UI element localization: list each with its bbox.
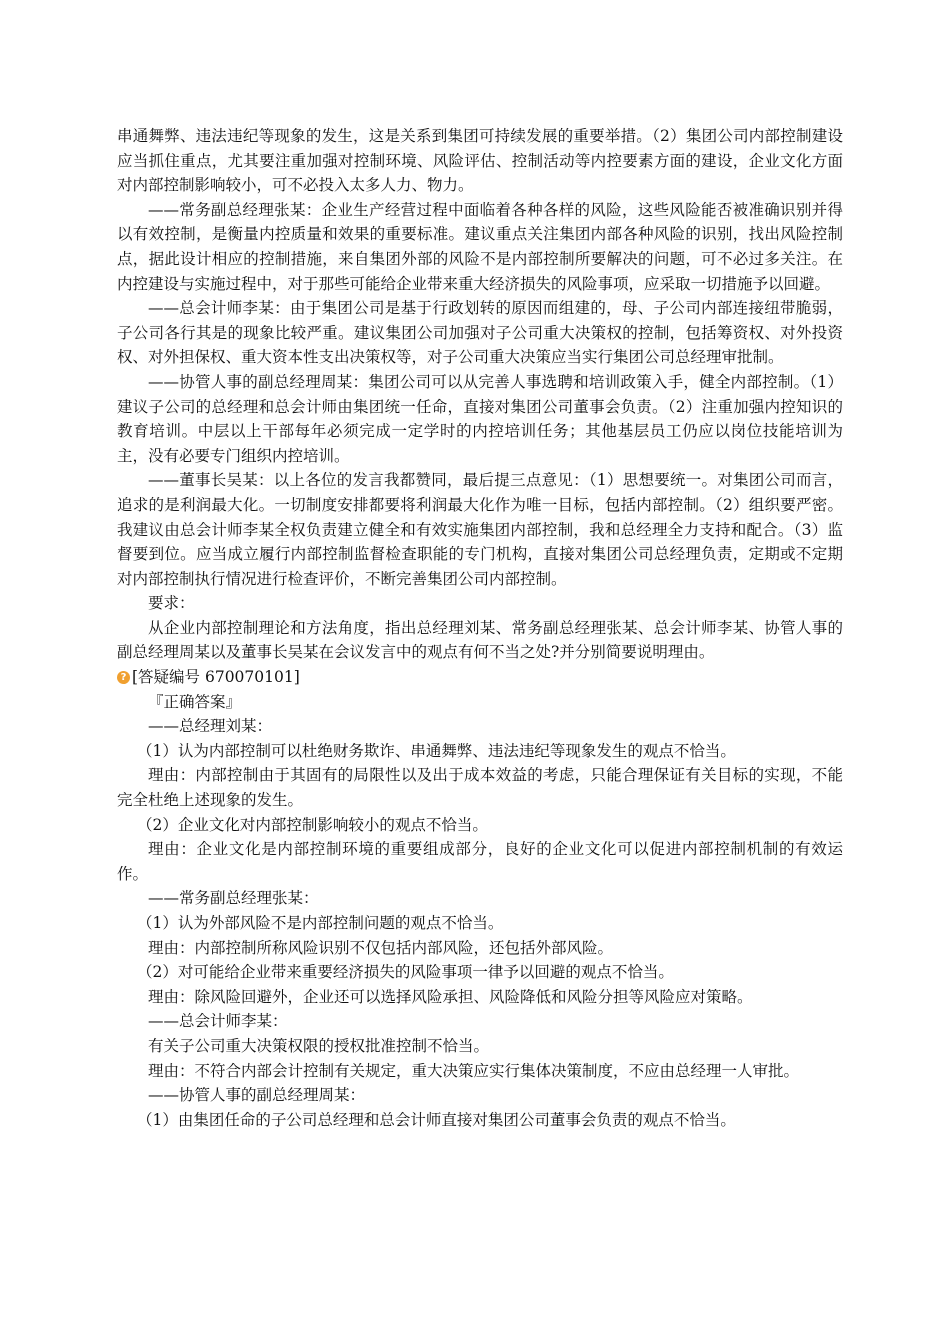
answer-reason: 理由：内部控制由于其固有的局限性以及出于成本效益的考虑，只能合理保证有关目标的实现，不能完全杜绝上述现象的发生。 [117,766,843,810]
answer-section-zhou: ——协管人事的副总经理周某： [148,1086,366,1105]
document-body [117,124,843,1132]
answer-point: 有关子公司重大决策权限的授权批准控制不恰当。 [148,1036,490,1055]
paragraph-liu-continued: 串通舞弊、违法违纪等现象的发生，这是关系到集团可持续发展的重要举措。（2）集团公司内部控制建设应当抓住重点，尤其要注重加强对控制环境、风险评估、控制活动等内控要素方面的建设，企业文化方面对内部控制影响较小，可不必投入太多人力、物力。 [117,127,843,195]
answer-point: （2）企业文化对内部控制影响较小的观点不恰当。 [137,815,488,834]
paragraph-wu: ——董事长吴某：以上各位的发言我都赞同，最后提三点意见：（1）思想要统一。对集团公司而言，追求的是利润最大化。一切制度安排都要将利润最大化作为唯一目标，包括内部控制。（2）组织要严密。我建议由总会计师李某全权负责建立健全和有效实施集团内部控制，我和总经理全力支持和配合。（3）监督要到位。应当成立履行内部控制监督检查职能的专门机构，直接对集团公司总经理负责，定期或不定期对内部控制执行情况进行检查评价，不断完善集团公司内部控制。 [117,471,843,588]
question-reference-text: [答疑编号 670070101] [132,668,300,687]
answer-reason: 理由：除风险回避外，企业还可以选择风险承担、风险降低和风险分担等风险应对策略。 [148,987,753,1006]
answer-point: （1）认为内部控制可以杜绝财务欺诈、串通舞弊、违法违纪等现象发生的观点不恰当。 [137,741,736,760]
answer-heading: 『正确答案』 [148,692,242,711]
answer-section-li: ——总会计师李某： [148,1012,288,1031]
answer-reason: 理由：企业文化是内部控制环境的重要组成部分，良好的企业文化可以促进内部控制机制的有效运作。 [117,840,843,883]
question-circle-icon[interactable]: ? [117,671,130,684]
requirement-text: 从企业内部控制理论和方法角度，指出总经理刘某、常务副总经理张某、总会计师李某、协管人事的副总经理周某以及董事长吴某在会议发言中的观点有何不当之处?并分别简要说明理由。 [117,618,843,662]
answer-reason: 理由：内部控制所称风险识别不仅包括内部风险，还包括外部风险。 [148,938,614,957]
requirement-heading: 要求： [148,594,195,613]
answer-reason: 理由：不符合内部会计控制有关规定，重大决策应实行集体决策制度，不应由总经理一人审批。 [148,1061,800,1080]
answer-section-liu: ——总经理刘某： [148,717,273,736]
answer-point: （1）认为外部风险不是内部控制问题的观点不恰当。 [137,914,504,932]
question-reference[interactable] [117,665,843,690]
answer-section-zhang: ——常务副总经理张某： [148,889,319,908]
answer-point: （1）由集团任命的子公司总经理和总会计师直接对集团公司董事会负责的观点不恰当。 [137,1110,736,1129]
paragraph-zhang: ——常务副总经理张某：企业生产经营过程中面临着各种各样的风险，这些风险能否被准确识别并得以有效控制，是衡量内控质量和效果的重要标准。建议重点关注集团内部各种风险的识别，找出风险控制点，据此设计相应的控制措施，来自集团外部的风险不是内部控制所要解决的问题，可不必过多关注。在内控建设与实施过程中，对于那些可能给企业带来重大经济损失的风险事项，应采取一切措施予以回避。 [117,200,843,293]
paragraph-li: ——总会计师李某：由于集团公司是基于行政划转的原因而组建的，母、子公司内部连接纽带脆弱，子公司各行其是的现象比较严重。建议集团公司加强对子公司重大决策权的控制，包括筹资权、对外投资权、对外担保权、重大资本性支出决策权等，对子公司重大决策应当实行集团公司总经理审批制。 [117,299,843,367]
paragraph-zhou: ——协管人事的副总经理周某：集团公司可以从完善人事选聘和培训政策入手，健全内部控制。（1）建议子公司的总经理和总会计师由集团统一任命，直接对集团公司董事会负责。（2）注重加强内控知识的教育培训。中层以上干部每年必须完成一定学时的内控培训任务；其他基层员工仍应以岗位技能培训为主，没有必要专门组织内控培训。 [117,372,843,465]
answer-point: （2）对可能给企业带来重要经济损失的风险事项一律予以回避的观点不恰当。 [137,963,674,982]
